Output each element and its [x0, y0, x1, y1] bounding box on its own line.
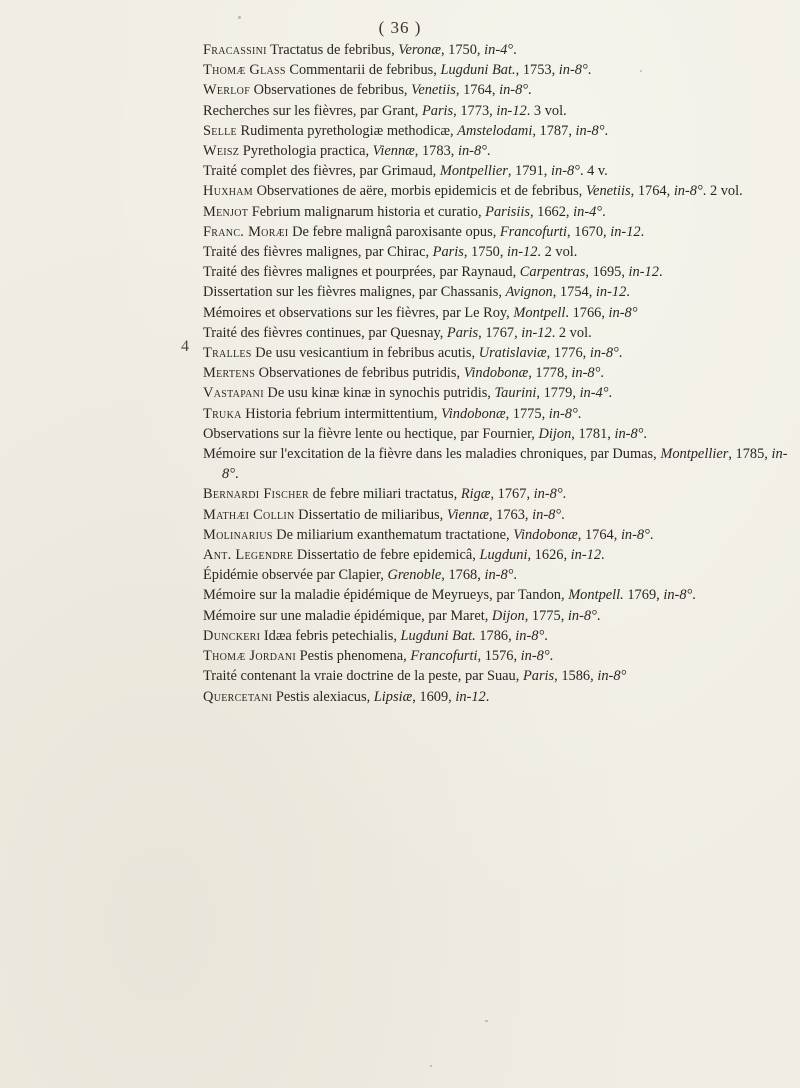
entry-separator: ,: [603, 223, 611, 240]
entry-title: Dissertation sur les fièvres malignes, par Chassanis,: [203, 284, 506, 301]
entry-year: 1766: [572, 304, 602, 321]
entry-year: 1670: [574, 223, 604, 240]
entry-title: de febre miliari tractatus,: [309, 486, 461, 503]
entry-title: De usu vesicantium in febribus acutis,: [251, 345, 479, 362]
entry-separator: ,: [513, 648, 521, 665]
entry-title: Traité des fièvres malignes, par Chirac,: [203, 244, 433, 261]
entry-separator: ,: [554, 668, 562, 685]
entry-separator: ,: [728, 446, 736, 463]
entry-format: in-8°: [589, 345, 619, 362]
entry-city: Viennæ: [372, 143, 415, 160]
entry-separator: ,: [524, 607, 532, 624]
entry-note: . 4 v.: [579, 163, 608, 180]
entry-note: .: [640, 223, 645, 240]
entry-year: 1785: [735, 446, 765, 463]
entry-format: in-8°: [457, 143, 487, 160]
entry-city: Vindobonæ: [513, 526, 578, 543]
entry-note: .: [562, 486, 567, 503]
margin-mark: 4: [181, 338, 189, 355]
entry-title: Épidémie observée par Clapier,: [203, 567, 388, 584]
entry-note: .: [234, 466, 239, 483]
entry-city: Paris: [522, 668, 555, 685]
entry-separator: ,: [514, 324, 522, 341]
entry-separator: ,: [463, 244, 472, 261]
entry-note: .: [486, 143, 491, 160]
entry-year: 1781: [578, 425, 608, 442]
entry-author: Molinarius: [203, 526, 273, 543]
entry-year: 1695: [592, 264, 622, 281]
entry-separator: ,: [414, 143, 422, 160]
entry-separator: ,: [536, 385, 544, 402]
entry-city: Parisiis: [485, 203, 530, 220]
entry-format: in-12: [610, 223, 641, 240]
entry-separator: ,: [621, 264, 629, 281]
bibliography-entry: [203, 262, 793, 282]
entry-year: 1764: [463, 82, 492, 99]
entry-city: Rigæ: [460, 486, 491, 503]
bibliography-entry: [203, 565, 793, 585]
bibliography-entry: [203, 606, 793, 626]
bibliography-entry: [203, 161, 793, 181]
entry-year: 1764: [637, 183, 667, 200]
entry-city: Carpentras: [519, 264, 586, 281]
entry-year: 1753: [522, 62, 552, 79]
entry-format: in-8°: [620, 526, 650, 543]
bibliography-entry: [203, 60, 793, 80]
bibliography-entry: [203, 181, 793, 201]
entry-author: Mathæi Collin: [203, 506, 295, 523]
entry-note: .: [601, 547, 605, 564]
entry-separator: ,: [546, 345, 554, 362]
entry-title: Idæa febris petechialis,: [260, 627, 401, 644]
entry-separator: ,: [476, 42, 485, 58]
entry-city: Lugduni Bat.: [440, 62, 516, 79]
entry-note: .: [643, 425, 648, 442]
entry-year: 1779: [543, 385, 573, 402]
entry-format: in-8°: [575, 122, 605, 139]
entry-author: Menjot: [203, 203, 249, 220]
entry-separator: ,: [412, 688, 420, 705]
entry-city: Paris: [421, 102, 454, 119]
entry-author: Quercetani: [203, 688, 273, 705]
entry-title: Mémoire sur l'excitation de la fièvre dans les maladies chroniques, par Dumas,: [203, 446, 661, 463]
entry-city: Avignon: [505, 284, 553, 301]
entry-city: Lipsiæ: [373, 688, 413, 705]
bibliography-entry: [203, 303, 793, 323]
entry-title: Febrium malignarum historia et curatio,: [248, 203, 486, 220]
paper-speck: [485, 1020, 488, 1022]
entry-title: Dissertatio de febre epidemicâ,: [293, 547, 480, 564]
entry-format: in-8°: [515, 627, 545, 644]
entry-year: 1767: [497, 486, 527, 503]
entry-author: Weisz: [203, 143, 240, 160]
bibliography-entry: [203, 323, 793, 343]
paper-speck: [430, 1065, 432, 1067]
entry-separator: ,: [528, 365, 536, 382]
entry-author: Huxham: [203, 183, 253, 200]
entry-year: 1750: [471, 244, 500, 261]
entry-note: .: [544, 627, 548, 644]
bibliography-entry: [203, 40, 793, 60]
bibliography-entry: [203, 101, 793, 121]
entry-format: in-8°: [520, 648, 550, 665]
entry-city: Venetiis: [411, 82, 456, 99]
entry-separator: ,: [450, 143, 458, 160]
entry-separator: ,: [565, 203, 574, 220]
bibliography-entry: [203, 585, 793, 605]
entry-author: Tralles: [203, 345, 252, 362]
bibliography-entry: [203, 141, 793, 161]
entry-title: De miliarium exanthematum tractatione,: [272, 526, 514, 543]
bibliography-entry: [203, 687, 793, 707]
entry-author: Mertens: [203, 365, 256, 382]
entry-separator: ,: [585, 264, 593, 281]
entry-author: Bernardi Fischer: [203, 486, 310, 503]
entry-year: 1775: [531, 607, 561, 624]
entry-note: .: [692, 587, 696, 604]
bibliography-entry: [203, 424, 793, 444]
entry-city: Dijon: [538, 425, 572, 442]
bibliography-entry: [203, 404, 793, 424]
entry-separator: ,: [577, 526, 585, 543]
entry-note: .: [608, 385, 613, 402]
entry-city: Vindobonæ: [441, 405, 506, 422]
entry-note: . 2 vol.: [702, 183, 743, 200]
entry-separator: ,: [478, 324, 486, 341]
entry-format: in-8°: [673, 183, 703, 200]
entry-city: Montpellier: [439, 163, 508, 180]
entry-format: in-12: [521, 324, 552, 341]
entry-note: .: [561, 506, 565, 523]
bibliography-entry: [203, 343, 793, 363]
entry-year: 1791: [515, 163, 544, 180]
entry-separator: ,: [507, 163, 516, 180]
entry-title: Tractatus de febribus,: [266, 42, 399, 58]
bibliography-entry: [203, 626, 793, 646]
entry-city: Viennæ: [446, 506, 489, 523]
entry-format: in-8°: [608, 304, 638, 321]
entry-separator: ,: [440, 42, 449, 58]
entry-note: .: [528, 82, 532, 99]
entry-format: in-8°: [533, 486, 563, 503]
page-number: ( 36 ): [378, 18, 422, 37]
bibliography-entry: [203, 525, 793, 545]
entry-separator: ,: [529, 203, 538, 220]
entry-city: Uratislaviæ: [478, 345, 547, 362]
entry-format: in-8°: [499, 82, 529, 99]
bibliography-entry: [203, 666, 793, 686]
entry-separator: ,: [532, 122, 540, 139]
entry-format: in-8°: [597, 668, 627, 685]
entry-separator: ,: [582, 345, 590, 362]
entry-note: .: [577, 405, 582, 422]
entry-year: 1764: [584, 526, 614, 543]
entry-title: Observationes de febribus,: [250, 82, 412, 99]
entry-format: in-8°: [222, 446, 788, 483]
entry-city: Francofurti: [410, 648, 478, 665]
bibliography-entry: [203, 242, 793, 262]
entry-separator: ,: [541, 405, 549, 422]
entry-separator: ,: [489, 102, 497, 119]
entry-separator: ,: [656, 587, 664, 604]
entry-city: Lugduni Bat.: [400, 627, 476, 644]
bibliography-entry: [203, 282, 793, 302]
entry-title: Observationes de febribus putridis,: [255, 365, 464, 382]
entry-year: 1750: [448, 42, 477, 58]
entry-separator: .: [565, 304, 573, 321]
entry-year: 1754: [559, 284, 589, 301]
entry-separator: ,: [630, 183, 638, 200]
entry-separator: ,: [499, 244, 508, 261]
entry-title: Mémoire sur une maladie épidémique, par Maret,: [203, 607, 492, 624]
entry-format: in-4°: [573, 203, 603, 220]
entry-city: Montpellier: [660, 446, 729, 463]
entry-city: Paris: [432, 244, 464, 261]
entry-format: in-8°: [484, 567, 514, 584]
entry-author: Franc. Moræi: [203, 223, 289, 240]
bibliography-entry: [203, 202, 793, 222]
entry-title: De febre malignâ paroxisante opus,: [288, 223, 500, 240]
entry-format: in-12: [595, 284, 627, 301]
entry-title: Pestis alexiacus,: [272, 688, 374, 705]
entry-title: Mémoires et observations sur les fièvres, par Le Roy,: [203, 304, 514, 321]
entry-city: Amstelodami: [457, 122, 533, 139]
entry-separator: ,: [607, 425, 615, 442]
entry-city: Paris: [446, 324, 479, 341]
entry-year: 1586: [561, 668, 591, 685]
entry-city: Taurini: [494, 385, 537, 402]
bibliography-entry: [203, 545, 793, 565]
entry-city: Francofurti: [499, 223, 568, 240]
entry-format: in-12: [628, 264, 659, 281]
entry-year: 1786: [479, 627, 509, 644]
entry-separator: ,: [552, 284, 560, 301]
entry-year: 1662: [537, 203, 566, 220]
entry-separator: ,: [455, 82, 464, 99]
entry-title: Observationes de aëre, morbis epidemicis et de febribus,: [252, 183, 586, 200]
entry-title: Observations sur la fièvre lente ou hectique, par Fournier,: [203, 425, 539, 442]
entry-separator: ,: [764, 446, 772, 463]
bibliography-list: [203, 40, 793, 707]
entry-separator: ,: [613, 526, 621, 543]
entry-year: 1767: [485, 324, 515, 341]
entry-note: .: [549, 648, 554, 665]
entry-separator: ,: [527, 547, 535, 564]
entry-year: 1776: [553, 345, 583, 362]
entry-format: in-8°: [548, 405, 578, 422]
entry-note: .: [658, 264, 663, 281]
entry-city: Lugduni: [479, 547, 528, 564]
entry-separator: ,: [551, 62, 559, 79]
entry-format: in-8°: [614, 425, 644, 442]
entry-title: Rudimenta pyrethologiæ methodicæ,: [236, 122, 458, 139]
entry-separator: ,: [563, 547, 571, 564]
entry-separator: ,: [588, 284, 596, 301]
entry-format: in-8°: [571, 365, 601, 382]
bibliography-entry: [203, 222, 793, 242]
entry-year: 1768: [448, 567, 478, 584]
entry-note: .: [596, 607, 601, 624]
entry-note: . 3 vol.: [526, 102, 567, 119]
bibliography-entry: [203, 646, 793, 666]
entry-note: . 2 vol.: [551, 324, 592, 341]
entry-year: 1609: [419, 688, 449, 705]
entry-note: .: [513, 42, 517, 58]
entry-note: .: [587, 62, 592, 79]
entry-author: Ant. Legendre: [203, 547, 294, 564]
entry-title: De usu kinæ kinæ in synochis putridis,: [263, 385, 495, 402]
entry-title: Commentarii de febribus,: [285, 62, 441, 79]
entry-title: Dissertatio de miliaribus,: [294, 506, 447, 523]
entry-city: Grenoble: [387, 567, 442, 584]
entry-separator: ,: [441, 567, 449, 584]
entry-note: . 2 vol.: [537, 244, 578, 261]
bibliography-entry: [203, 484, 793, 504]
entry-year: 1778: [535, 365, 565, 382]
paper-speck: [238, 16, 241, 19]
entry-note: .: [600, 365, 604, 382]
entry-format: in-12: [455, 688, 486, 705]
entry-title: Traité des fièvres malignes et pourprées, par Raynaud,: [203, 264, 520, 281]
entry-format: in-12: [570, 547, 602, 564]
entry-note: .: [618, 345, 623, 362]
entry-title: Pyrethologia practica,: [239, 143, 373, 160]
entry-separator: ,: [560, 607, 568, 624]
entry-format: in-4°: [484, 42, 514, 58]
entry-author: Truka: [203, 405, 242, 422]
entry-separator: ,: [572, 385, 580, 402]
entry-separator: ,: [477, 567, 485, 584]
entry-year: 1576: [484, 648, 514, 665]
entry-separator: ,: [524, 506, 533, 523]
entry-year: 1763: [496, 506, 525, 523]
entry-separator: ,: [488, 506, 497, 523]
entry-note: .: [604, 122, 609, 139]
entry-separator: ,: [571, 425, 579, 442]
entry-format: in-4°: [579, 385, 609, 402]
entry-title: Traité contenant la vraie doctrine de la peste, par Suau,: [203, 668, 523, 685]
entry-separator: ,: [564, 365, 572, 382]
entry-title: Traité complet des fièvres, par Grimaud,: [203, 163, 440, 180]
entry-year: 1787: [539, 122, 569, 139]
bibliography-entry: [203, 383, 793, 403]
entry-separator: ,: [543, 163, 551, 180]
entry-note: .: [513, 567, 517, 584]
entry-year: 1626: [534, 547, 564, 564]
entry-separator: ,: [515, 62, 523, 79]
entry-separator: ,: [666, 183, 674, 200]
bibliography-entry: [203, 363, 793, 383]
entry-city: Dijon: [491, 607, 525, 624]
entry-separator: ,: [477, 648, 485, 665]
entry-format: in-8°: [532, 506, 562, 523]
entry-year: 1773: [460, 102, 490, 119]
entry-author: Fracassini: [203, 42, 267, 58]
entry-format: in-8°: [567, 607, 597, 624]
entry-format: in-12: [507, 244, 538, 261]
entry-author: Dunckeri: [203, 627, 261, 644]
entry-title: Mémoire sur la maladie épidémique de Meyrueys, par Tandon,: [203, 587, 569, 604]
entry-separator: ,: [526, 486, 534, 503]
entry-separator: ,: [568, 122, 576, 139]
entry-note: .: [602, 203, 606, 220]
entry-format: in-12: [496, 102, 527, 119]
entry-city: Vindobonæ: [463, 365, 529, 382]
entry-format: in-8°: [551, 163, 580, 180]
entry-separator: ,: [601, 304, 609, 321]
entry-author: Selle: [203, 122, 237, 139]
bibliography-entry: [203, 444, 793, 484]
entry-note: .: [649, 526, 654, 543]
entry-separator: ,: [505, 405, 513, 422]
entry-year: 1783: [421, 143, 451, 160]
entry-note: .: [485, 688, 490, 705]
entry-author: Werlof: [203, 82, 251, 99]
paper-speck: [640, 70, 642, 72]
entry-separator: ,: [491, 82, 500, 99]
entry-city: Montpell.: [568, 587, 624, 604]
entry-city: Venetiis: [585, 183, 631, 200]
entry-author: Thomæ Glass: [203, 62, 286, 79]
entry-separator: ,: [590, 668, 598, 685]
entry-year: 1769: [627, 587, 657, 604]
entry-separator: ,: [508, 627, 516, 644]
entry-title: Traité des fièvres continues, par Quesnay,: [203, 324, 447, 341]
bibliography-entry: [203, 80, 793, 100]
entry-title: Historia febrium intermittentium,: [241, 405, 442, 422]
entry-note: .: [626, 284, 630, 301]
entry-separator: ,: [567, 223, 575, 240]
entry-city: Veronæ: [398, 42, 441, 58]
entry-separator: ,: [490, 486, 498, 503]
entry-format: in-8°: [663, 587, 693, 604]
entry-city: Montpell: [513, 304, 566, 321]
bibliography-entry: [203, 121, 793, 141]
entry-author: Thomæ Jordani: [203, 648, 297, 665]
entry-separator: ,: [448, 688, 456, 705]
entry-format: in-8°: [558, 62, 588, 79]
entry-title: Pestis phenomena,: [296, 648, 411, 665]
entry-year: 1775: [512, 405, 542, 422]
entry-author: Vastapani: [203, 385, 264, 402]
entry-separator: ,: [453, 102, 461, 119]
entry-title: Recherches sur les fièvres, par Grant,: [203, 102, 422, 119]
bibliography-entry: [203, 505, 793, 525]
